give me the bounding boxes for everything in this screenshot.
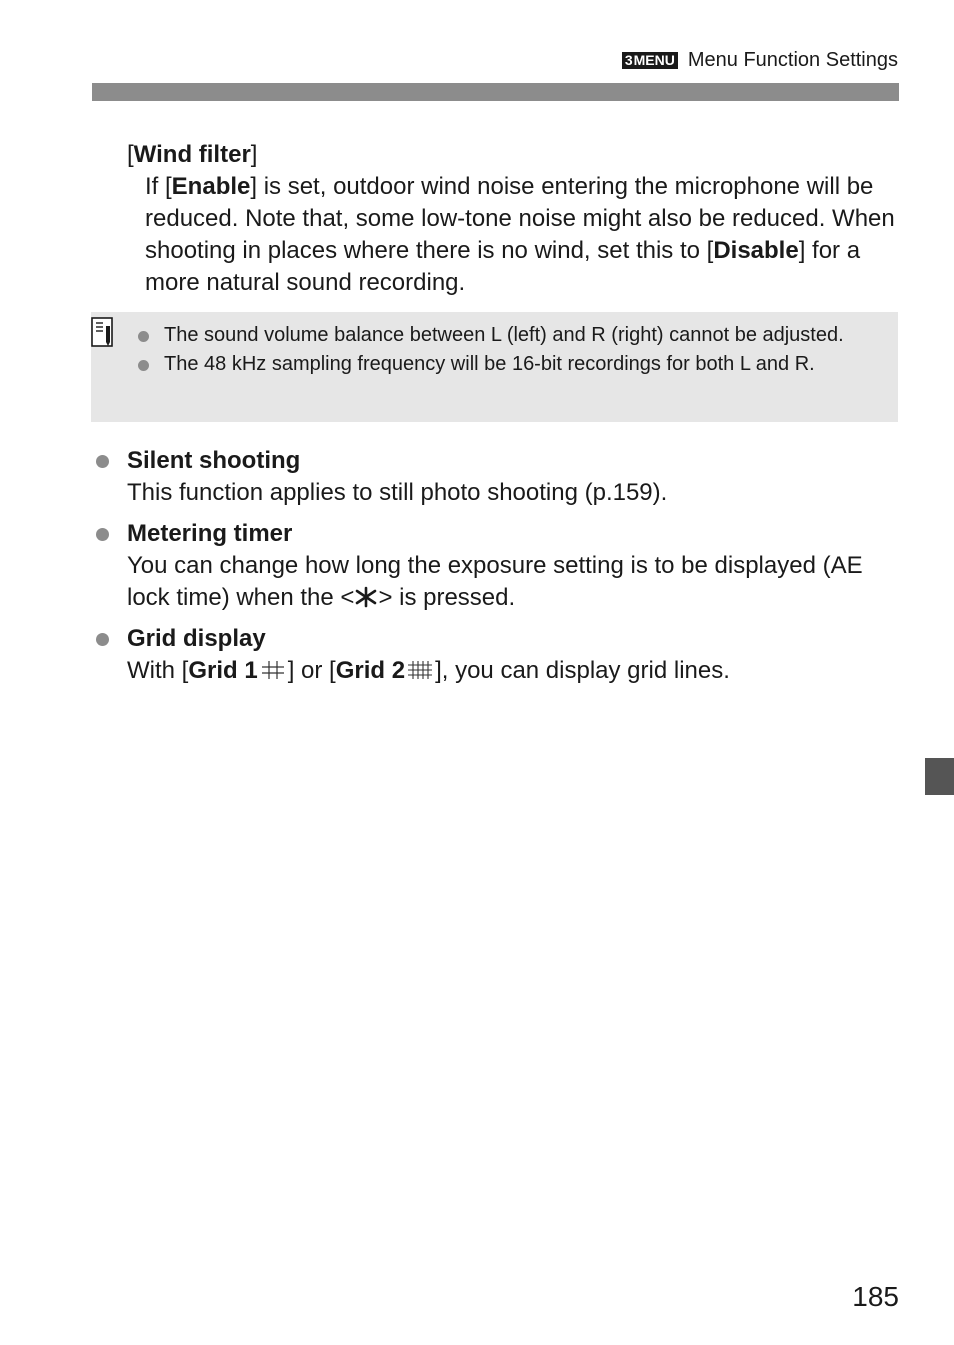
silent-shooting-item xyxy=(95,445,895,509)
note-item xyxy=(136,350,886,379)
bullet-icon xyxy=(138,331,149,342)
wind-filter-label: Wind filter xyxy=(133,141,251,168)
header-rule-bar xyxy=(92,83,899,101)
grid-1-label: Grid 1 xyxy=(188,657,258,684)
wind-filter-description xyxy=(145,171,897,299)
settings-list xyxy=(95,445,895,696)
item-title: Metering timer xyxy=(127,520,293,547)
disable-label: Disable xyxy=(713,237,799,264)
note-text: The 48 kHz sampling frequency will be 16-bit recordings for both L and R. xyxy=(164,353,815,375)
menu-tab-number: 3 xyxy=(624,52,633,68)
grid-1-icon xyxy=(258,659,288,681)
ae-lock-asterisk-icon xyxy=(354,586,378,608)
note-item xyxy=(136,321,886,350)
menu-badge-text: MENU xyxy=(633,52,675,68)
text-fragment: With [ xyxy=(127,657,189,684)
bullet-icon xyxy=(96,633,109,646)
enable-label: Enable xyxy=(171,173,251,200)
note-list xyxy=(136,321,886,379)
bullet-icon xyxy=(96,528,109,541)
text-fragment: If [ xyxy=(145,173,172,200)
text-fragment: ] for a more natural sound recording. xyxy=(145,237,861,296)
bullet-icon xyxy=(96,455,109,468)
grid-display-item xyxy=(95,623,895,687)
header-title: Menu Function Settings xyxy=(687,49,898,71)
metering-timer-item xyxy=(95,518,895,614)
bracket-close: ] xyxy=(250,141,258,168)
text-fragment: > is pressed. xyxy=(378,584,516,611)
running-header xyxy=(622,49,898,72)
bullet-icon xyxy=(138,360,149,371)
bracket-open: [ xyxy=(127,141,134,168)
item-title: Silent shooting xyxy=(127,447,301,474)
text-fragment: ] or [ xyxy=(287,657,336,684)
wind-filter-title xyxy=(127,139,897,171)
page-number: 185 xyxy=(852,1281,899,1312)
item-description xyxy=(127,655,895,687)
wind-filter-section xyxy=(127,139,897,299)
item-title: Grid display xyxy=(127,625,266,652)
memo-pencil-icon xyxy=(91,316,115,348)
text-fragment: ], you can display grid lines. xyxy=(435,657,730,684)
text-fragment: You can change how long the exposure setting is to be displayed (AE lock time) when the < xyxy=(127,552,863,611)
item-description xyxy=(127,550,895,614)
note-box xyxy=(91,312,898,422)
menu-tab-badge xyxy=(622,52,678,69)
note-text: The sound volume balance between L (left) and R (right) cannot be adjusted. xyxy=(164,324,844,346)
grid-2-icon xyxy=(405,659,435,681)
item-description: This function applies to still photo shooting (p.159). xyxy=(127,479,668,506)
text-fragment: ] is set, outdoor wind noise entering the microphone will be reduced. Note that, some low-tone noise might also be reduced. When shooting in places where there is no wind, set this to [ xyxy=(145,173,895,264)
grid-2-label: Grid 2 xyxy=(335,657,406,684)
chapter-thumb-tab xyxy=(925,758,954,795)
